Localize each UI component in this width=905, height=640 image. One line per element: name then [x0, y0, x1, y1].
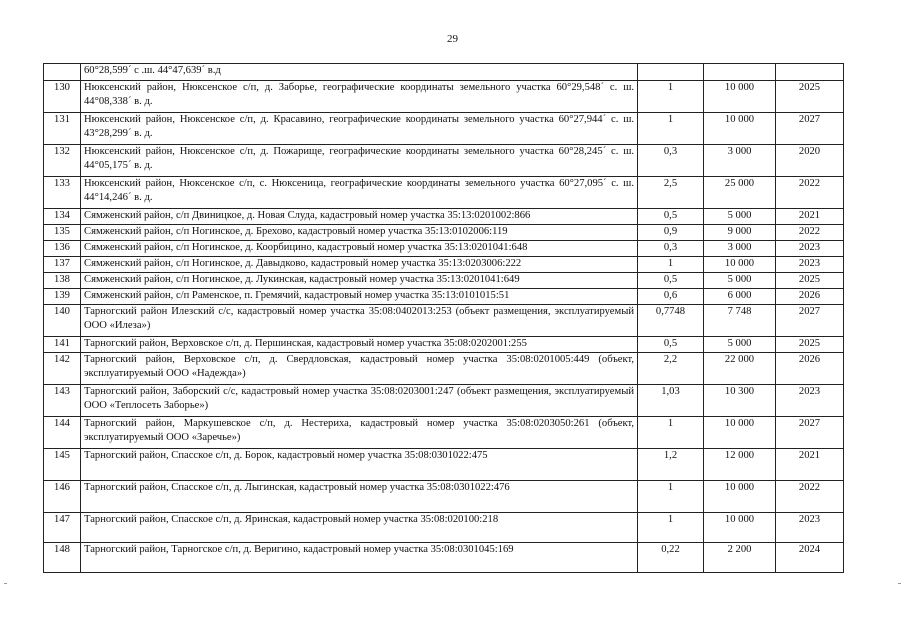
row-year-cell: 2020	[776, 145, 844, 177]
row-year-cell: 2024	[776, 543, 844, 573]
row-description-cell: Тарногский район, Спасское с/п, д. Лыгинская, кадастровый номер участка 35:08:0301022:476	[81, 481, 638, 513]
table-row	[44, 305, 844, 337]
table-row	[44, 209, 844, 225]
row-area-cell: 1	[638, 481, 704, 513]
table-row	[44, 449, 844, 481]
row-capacity-cell: 10 000	[704, 481, 776, 513]
row-area-cell: 1	[638, 257, 704, 273]
row-capacity-cell: 3 000	[704, 241, 776, 257]
row-area-cell: 1,2	[638, 449, 704, 481]
row-year-cell	[776, 64, 844, 81]
row-number-cell: 134	[44, 209, 81, 225]
table-row-continuation	[44, 64, 844, 81]
row-capacity-cell: 25 000	[704, 177, 776, 209]
row-capacity-cell: 5 000	[704, 337, 776, 353]
row-area-cell: 0,3	[638, 145, 704, 177]
row-number-cell: 144	[44, 417, 81, 449]
page-number: 29	[447, 33, 458, 45]
table-row	[44, 145, 844, 177]
row-year-cell: 2023	[776, 241, 844, 257]
row-year-cell: 2021	[776, 449, 844, 481]
table-body	[44, 64, 844, 573]
scan-edge-mark	[4, 583, 7, 584]
row-number-cell: 132	[44, 145, 81, 177]
row-description-cell: Тарногский район Илезский с/с, кадастровый номер участка 35:08:0402013:253 (объект размещения, эксплуатируемый ООО «Илеза»)	[81, 305, 638, 337]
row-description-cell: Сямженский район, с/п Ногинское, д. Брехово, кадастровый номер участка 35:13:0102006:119	[81, 225, 638, 241]
table-row	[44, 225, 844, 241]
row-year-cell: 2023	[776, 513, 844, 543]
row-description-cell: Сямженский район, с/п Ногинское, д. Давыдково, кадастровый номер участка 35:13:0203006:222	[81, 257, 638, 273]
row-capacity-cell: 10 000	[704, 257, 776, 273]
row-number-cell: 148	[44, 543, 81, 573]
row-number-cell	[44, 64, 81, 81]
row-number-cell: 141	[44, 337, 81, 353]
row-year-cell: 2027	[776, 113, 844, 145]
table-row	[44, 113, 844, 145]
row-description-cell: Сямженский район, с/п Ногинское, д. Коорбицино, кадастровый номер участка 35:13:0201041:648	[81, 241, 638, 257]
row-year-cell: 2025	[776, 273, 844, 289]
row-number-cell: 142	[44, 353, 81, 385]
row-area-cell: 1	[638, 513, 704, 543]
row-description-cell: Нюксенский район, Нюксенское с/п, д. Заборье, географические координаты земельного участка 60°29,548´ с. ш. 44°08,338´ в. д.	[81, 81, 638, 113]
row-number-cell: 139	[44, 289, 81, 305]
row-description-cell: Сямженский район, с/п Ногинское, д. Лукинская, кадастровый номер участка 35:13:0201041:649	[81, 273, 638, 289]
row-description-cell: Нюксенский район, Нюксенское с/п, д. Пожарище, географические координаты земельного участка 60°28,245´ с. ш. 44°05,175´ в. д.	[81, 145, 638, 177]
row-description-cell: Тарногский район, Спасское с/п, д. Борок, кадастровый номер участка 35:08:0301022:475	[81, 449, 638, 481]
row-capacity-cell: 10 300	[704, 385, 776, 417]
row-number-cell: 133	[44, 177, 81, 209]
row-year-cell: 2027	[776, 417, 844, 449]
row-capacity-cell: 7 748	[704, 305, 776, 337]
table-row	[44, 337, 844, 353]
row-description-cell: Нюксенский район, Нюксенское с/п, с. Нюксеница, географические координаты земельного участка 60°27,095´ с. ш. 44°14,246´ в. д.	[81, 177, 638, 209]
row-year-cell: 2023	[776, 385, 844, 417]
row-area-cell: 0,6	[638, 289, 704, 305]
row-year-cell: 2023	[776, 257, 844, 273]
row-capacity-cell: 10 000	[704, 417, 776, 449]
table-row	[44, 81, 844, 113]
table-row	[44, 177, 844, 209]
row-area-cell: 0,5	[638, 337, 704, 353]
row-capacity-cell	[704, 64, 776, 81]
row-description-cell: Сямженский район, с/п Раменское, п. Гремячий, кадастровый номер участка 35:13:0101015:51	[81, 289, 638, 305]
row-description-cell: Тарногский район, Верховское с/п, д. Першинская, кадастровый номер участка 35:08:0202001:255	[81, 337, 638, 353]
scan-edge-mark	[898, 583, 901, 584]
row-area-cell: 0,7748	[638, 305, 704, 337]
row-year-cell: 2022	[776, 177, 844, 209]
row-area-cell: 1,03	[638, 385, 704, 417]
row-description-cell: Сямженский район, с/п Двиницкое, д. Новая Слуда, кадастровый номер участка 35:13:0201002:866	[81, 209, 638, 225]
row-area-cell: 0,5	[638, 209, 704, 225]
row-number-cell: 137	[44, 257, 81, 273]
table-row	[44, 417, 844, 449]
table-row	[44, 289, 844, 305]
row-number-cell: 146	[44, 481, 81, 513]
row-year-cell: 2021	[776, 209, 844, 225]
row-year-cell: 2022	[776, 481, 844, 513]
row-capacity-cell: 2 200	[704, 543, 776, 573]
row-capacity-cell: 3 000	[704, 145, 776, 177]
row-area-cell: 1	[638, 417, 704, 449]
row-year-cell: 2025	[776, 337, 844, 353]
row-number-cell: 138	[44, 273, 81, 289]
row-area-cell: 1	[638, 113, 704, 145]
row-number-cell: 145	[44, 449, 81, 481]
row-number-cell: 135	[44, 225, 81, 241]
table-row	[44, 543, 844, 573]
row-description-cell: 60°28,599´ с .ш. 44°47,639´ в.д	[81, 64, 638, 81]
row-area-cell: 0,3	[638, 241, 704, 257]
table-row	[44, 481, 844, 513]
row-capacity-cell: 6 000	[704, 289, 776, 305]
table-row	[44, 257, 844, 273]
row-number-cell: 140	[44, 305, 81, 337]
row-capacity-cell: 5 000	[704, 273, 776, 289]
table-row	[44, 273, 844, 289]
table-row	[44, 385, 844, 417]
row-capacity-cell: 12 000	[704, 449, 776, 481]
row-year-cell: 2022	[776, 225, 844, 241]
row-description-cell: Тарногский район, Спасское с/п, д. Яринская, кадастровый номер участка 35:08:020100:218	[81, 513, 638, 543]
row-number-cell: 130	[44, 81, 81, 113]
row-description-cell: Тарногский район, Маркушевское с/п, д. Нестериха, кадастровый номер участка 35:08:0203050:261 (объект, эксплуатируемый ООО «Заречье»)	[81, 417, 638, 449]
row-number-cell: 136	[44, 241, 81, 257]
row-area-cell: 2,5	[638, 177, 704, 209]
row-area-cell: 0,22	[638, 543, 704, 573]
row-area-cell: 2,2	[638, 353, 704, 385]
row-year-cell: 2025	[776, 81, 844, 113]
table-row	[44, 353, 844, 385]
row-capacity-cell: 9 000	[704, 225, 776, 241]
row-year-cell: 2027	[776, 305, 844, 337]
row-capacity-cell: 10 000	[704, 513, 776, 543]
row-number-cell: 131	[44, 113, 81, 145]
row-description-cell: Тарногский район, Заборский с/с, кадастровый номер участка 35:08:0203001:247 (объект размещения, эксплуатируемый ООО «Теплосеть Заборье»)	[81, 385, 638, 417]
row-number-cell: 147	[44, 513, 81, 543]
row-capacity-cell: 22 000	[704, 353, 776, 385]
landfill-sites-table	[43, 63, 844, 573]
row-capacity-cell: 5 000	[704, 209, 776, 225]
table-row	[44, 513, 844, 543]
row-description-cell: Тарногский район, Верховское с/п, д. Свердловская, кадастровый номер участка 35:08:0201005:449 (объект, эксплуатируемый ООО «Надежда»)	[81, 353, 638, 385]
row-capacity-cell: 10 000	[704, 81, 776, 113]
row-area-cell: 1	[638, 81, 704, 113]
row-area-cell: 0,5	[638, 273, 704, 289]
row-capacity-cell: 10 000	[704, 113, 776, 145]
row-area-cell: 0,9	[638, 225, 704, 241]
row-year-cell: 2026	[776, 353, 844, 385]
row-description-cell: Нюксенский район, Нюксенское с/п, д. Красавино, географические координаты земельного участка 60°27,944´ с. ш. 43°28,299´ в. д.	[81, 113, 638, 145]
row-area-cell	[638, 64, 704, 81]
row-description-cell: Тарногский район, Тарногское с/п, д. Веригино, кадастровый номер участка 35:08:0301045:169	[81, 543, 638, 573]
row-year-cell: 2026	[776, 289, 844, 305]
table-row	[44, 241, 844, 257]
row-number-cell: 143	[44, 385, 81, 417]
